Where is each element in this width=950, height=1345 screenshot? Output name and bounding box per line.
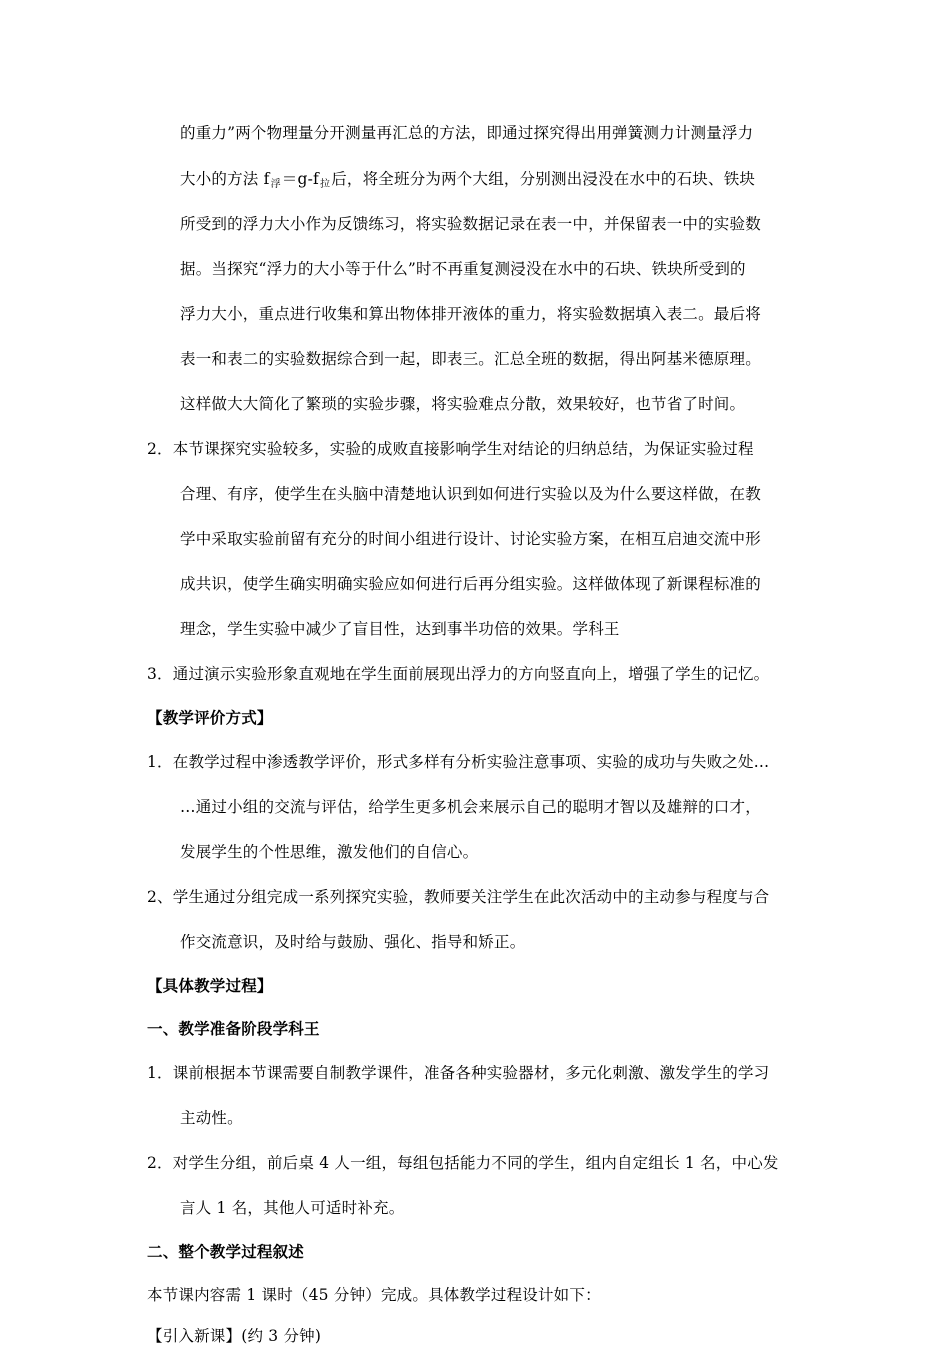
eval-heading: 【教学评价方式】 — [147, 708, 273, 727]
para1-line-5: 浮力大小，重点进行收集和算出物体排开液体的重力，将实验数据填入表二。最后将 — [180, 305, 761, 323]
para1-line-2-post: 后，将全班分为两个大组，分别测出浸没在水中的石块、铁块 — [331, 170, 756, 188]
section-1-title: 一、教学准备阶段学科王 — [147, 1019, 320, 1038]
section-2-title: 二、整个教学过程叙述 — [147, 1242, 305, 1261]
subscript-buoyancy: 浮 — [270, 179, 281, 190]
para1-line-6: 表一和表二的实验数据综合到一起，即表三。汇总全班的数据，得出阿基米德原理。 — [180, 350, 761, 368]
para1-line-1: 的重力”两个物理量分开测量再汇总的方法，即通过探究得出用弹簧测力计测量浮力 — [180, 124, 754, 142]
para1-line-3: 所受到的浮力大小作为反馈练习，将实验数据记录在表一中，并保留表一中的实验数 — [180, 215, 761, 233]
prep-item2-line-2: 言人 1 名，其他人可适时补充。 — [180, 1199, 405, 1217]
prep-item1-line-2: 主动性。 — [180, 1109, 243, 1127]
item2-line-2: 合理、有序，使学生在头脑中清楚地认识到如何进行实验以及为什么要这样做，在教 — [180, 485, 761, 503]
prep-item2-line-1: 2．对学生分组，前后桌 4 人一组，每组包括能力不同的学生，组内自定组长 1 名，中心发 — [147, 1154, 779, 1172]
para1-line-4: 据。当探究“浮力的大小等于什么”时不再重复测浸没在水中的石块、铁块所受到的 — [180, 260, 746, 278]
eval-item2-line-1: 2、学生通过分组完成一系列探究实验，教师要关注学生在此次活动中的主动参与程度与合 — [147, 888, 770, 906]
para1-line-7: 这样做大大简化了繁琐的实验步骤，将实验难点分散，效果较好，也节省了时间。 — [180, 395, 746, 413]
eval-item2-line-2: 作交流意识，及时给与鼓励、强化、指导和矫正。 — [180, 933, 526, 951]
item2-line-5: 理念，学生实验中减少了盲目性，达到事半功倍的效果。学科王 — [180, 620, 620, 638]
eval-item1-line-1: 1．在教学过程中渗透教学评价，形式多样有分析实验注意事项、实验的成功与失败之处… — [147, 753, 770, 771]
intro-line: 本节课内容需 1 课时（45 分钟）完成。具体教学过程设计如下： — [147, 1286, 601, 1304]
subscript-pull: 拉 — [319, 179, 331, 190]
eval-item1-line-2: …通过小组的交流与评估，给学生更多机会来展示自己的聪明才智以及雄辩的口才， — [180, 798, 761, 816]
item3-line: 3．通过演示实验形象直观地在学生面前展现出浮力的方向竖直向上，增强了学生的记忆。 — [147, 665, 770, 683]
process-heading: 【具体教学过程】 — [147, 976, 273, 995]
para1-line-2-mid: ＝g-f — [281, 170, 319, 188]
new-lesson-heading: 【引入新课】(约 3 分钟) — [147, 1327, 322, 1345]
item2-line-3: 学中采取实验前留有充分的时间小组进行设计、讨论实验方案，在相互启迪交流中形 — [180, 530, 761, 548]
item2-line-1: 2．本节课探究实验较多，实验的成败直接影响学生对结论的归纳总结，为保证实验过程 — [147, 440, 754, 458]
eval-item1-line-3: 发展学生的个性思维，激发他们的自信心。 — [180, 843, 479, 861]
para1-line-2-pre: 大小的方法 f — [180, 170, 270, 188]
prep-item1-line-1: 1．课前根据本节课需要自制教学课件，准备各种实验器材，多元化刺激、激发学生的学习 — [147, 1064, 770, 1082]
para1-line-2 — [180, 169, 755, 195]
item2-line-4: 成共识，使学生确实明确实验应如何进行后再分组实验。这样做体现了新课程标准的 — [180, 575, 761, 593]
